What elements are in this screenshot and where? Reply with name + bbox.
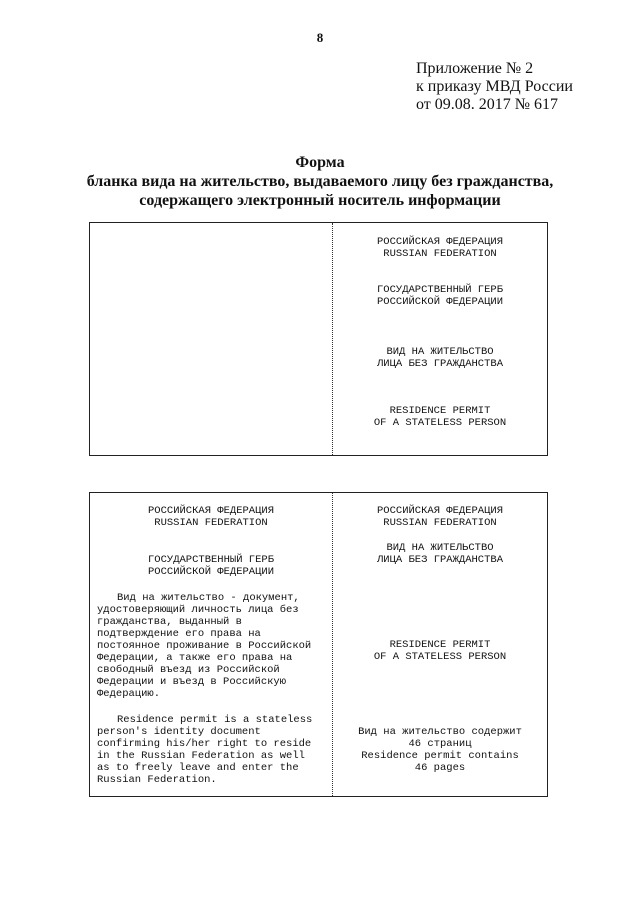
cover-doc-en-line-2: OF A STATELESS PERSON — [373, 417, 507, 429]
inner-right-page-count — [333, 726, 547, 774]
inner-right-doc-title-ru — [333, 542, 547, 566]
form-title-line-2: бланка вида на жительство, выдаваемого лицу без гражданства, — [86, 173, 554, 190]
cover-spread — [89, 222, 548, 456]
form-title-line-1: Форма — [295, 154, 345, 171]
inner-left-country-ru: РОССИЙСКАЯ ФЕДЕРАЦИЯ — [147, 505, 275, 517]
inner-right-country-ru: РОССИЙСКАЯ ФЕДЕРАЦИЯ — [376, 505, 504, 517]
inner-left-emblem-line-1: ГОСУДАРСТВЕННЫЙ ГЕРБ — [147, 554, 275, 566]
en-text-line: Residence permit is a stateless — [117, 714, 313, 726]
inner-spread — [89, 492, 548, 797]
inner-left-country-en: RUSSIAN FEDERATION — [154, 517, 268, 529]
inner-right-page — [333, 493, 547, 796]
pages-en-line-2: 46 pages — [414, 762, 466, 774]
inner-left-en-text — [97, 714, 325, 786]
appendix-line-2: к приказу МВД России — [416, 78, 573, 95]
inner-left-emblem-line-2: РОССИЙСКОЙ ФЕДЕРАЦИИ — [147, 566, 275, 578]
inner-right-doc-ru-line-2: ЛИЦА БЕЗ ГРАЖДАНСТВА — [376, 554, 504, 566]
form-title — [0, 153, 640, 210]
pages-en-line-1: Residence permit contains — [361, 750, 519, 762]
inner-right-doc-en-line-2: OF A STATELESS PERSON — [373, 651, 507, 663]
pages-ru-line-1: Вид на жительство содержит — [358, 726, 522, 738]
cover-country-ru: РОССИЙСКАЯ ФЕДЕРАЦИЯ — [376, 236, 504, 248]
cover-doc-en-line-1: RESIDENCE PERMIT — [389, 405, 491, 417]
inner-right-doc-title-en — [333, 639, 547, 663]
pages-ru-line-2: 46 страниц — [408, 738, 472, 750]
ru-text-line: Вид на жительство - документ, — [117, 592, 300, 604]
appendix-line-3: от 09.08. 2017 № 617 — [416, 96, 559, 113]
cover-front-panel — [333, 223, 547, 455]
cover-doc-ru-line-2: ЛИЦА БЕЗ ГРАЖДАНСТВА — [376, 358, 504, 370]
inner-right-doc-ru-line-1: ВИД НА ЖИТЕЛЬСТВО — [386, 542, 494, 554]
cover-emblem-line-1: ГОСУДАРСТВЕННЫЙ ГЕРБ — [376, 284, 504, 296]
inner-left-country — [90, 505, 332, 529]
cover-doc-title-en — [333, 405, 547, 429]
ru-text-line: удостоверяющий личность лица без — [97, 604, 299, 616]
appendix-reference — [416, 60, 573, 114]
inner-left-emblem-placeholder — [90, 554, 332, 578]
page-number: 8 — [316, 30, 324, 45]
ru-text-line: подтверждение его права на — [97, 628, 261, 640]
en-text-line: confirming his/her right to reside — [97, 738, 312, 750]
cover-emblem-placeholder — [333, 284, 547, 308]
ru-text-line: свободный въезд из Российской — [97, 664, 280, 676]
ru-text-line: Федерации и въезд в Российскую — [97, 676, 287, 688]
ru-text-line: Федерацию. — [97, 688, 161, 700]
inner-left-ru-text — [97, 592, 325, 700]
ru-text-line: Федерации, а также его права на — [97, 652, 293, 664]
cover-country-en: RUSSIAN FEDERATION — [383, 248, 497, 260]
en-text-line: in the Russian Federation as well — [97, 750, 305, 762]
cover-back-panel — [90, 223, 332, 455]
en-text-line: Russian Federation. — [97, 774, 217, 786]
inner-left-page — [90, 493, 332, 796]
cover-country — [333, 236, 547, 260]
form-title-line-3: содержащего электронный носитель информации — [139, 192, 501, 209]
inner-right-country — [333, 505, 547, 529]
cover-emblem-line-2: РОССИЙСКОЙ ФЕДЕРАЦИИ — [376, 296, 504, 308]
ru-text-line: гражданства, выданный в — [97, 616, 242, 628]
appendix-line-1: Приложение № 2 — [416, 60, 534, 77]
cover-doc-title-ru — [333, 346, 547, 370]
inner-right-country-en: RUSSIAN FEDERATION — [383, 517, 497, 529]
ru-text-line: постоянное проживание в Российской — [97, 640, 312, 652]
en-text-line: person's identity document — [97, 726, 261, 738]
en-text-line: as to freely leave and enter the — [97, 762, 299, 774]
cover-doc-ru-line-1: ВИД НА ЖИТЕЛЬСТВО — [386, 346, 494, 358]
inner-right-doc-en-line-1: RESIDENCE PERMIT — [389, 639, 491, 651]
